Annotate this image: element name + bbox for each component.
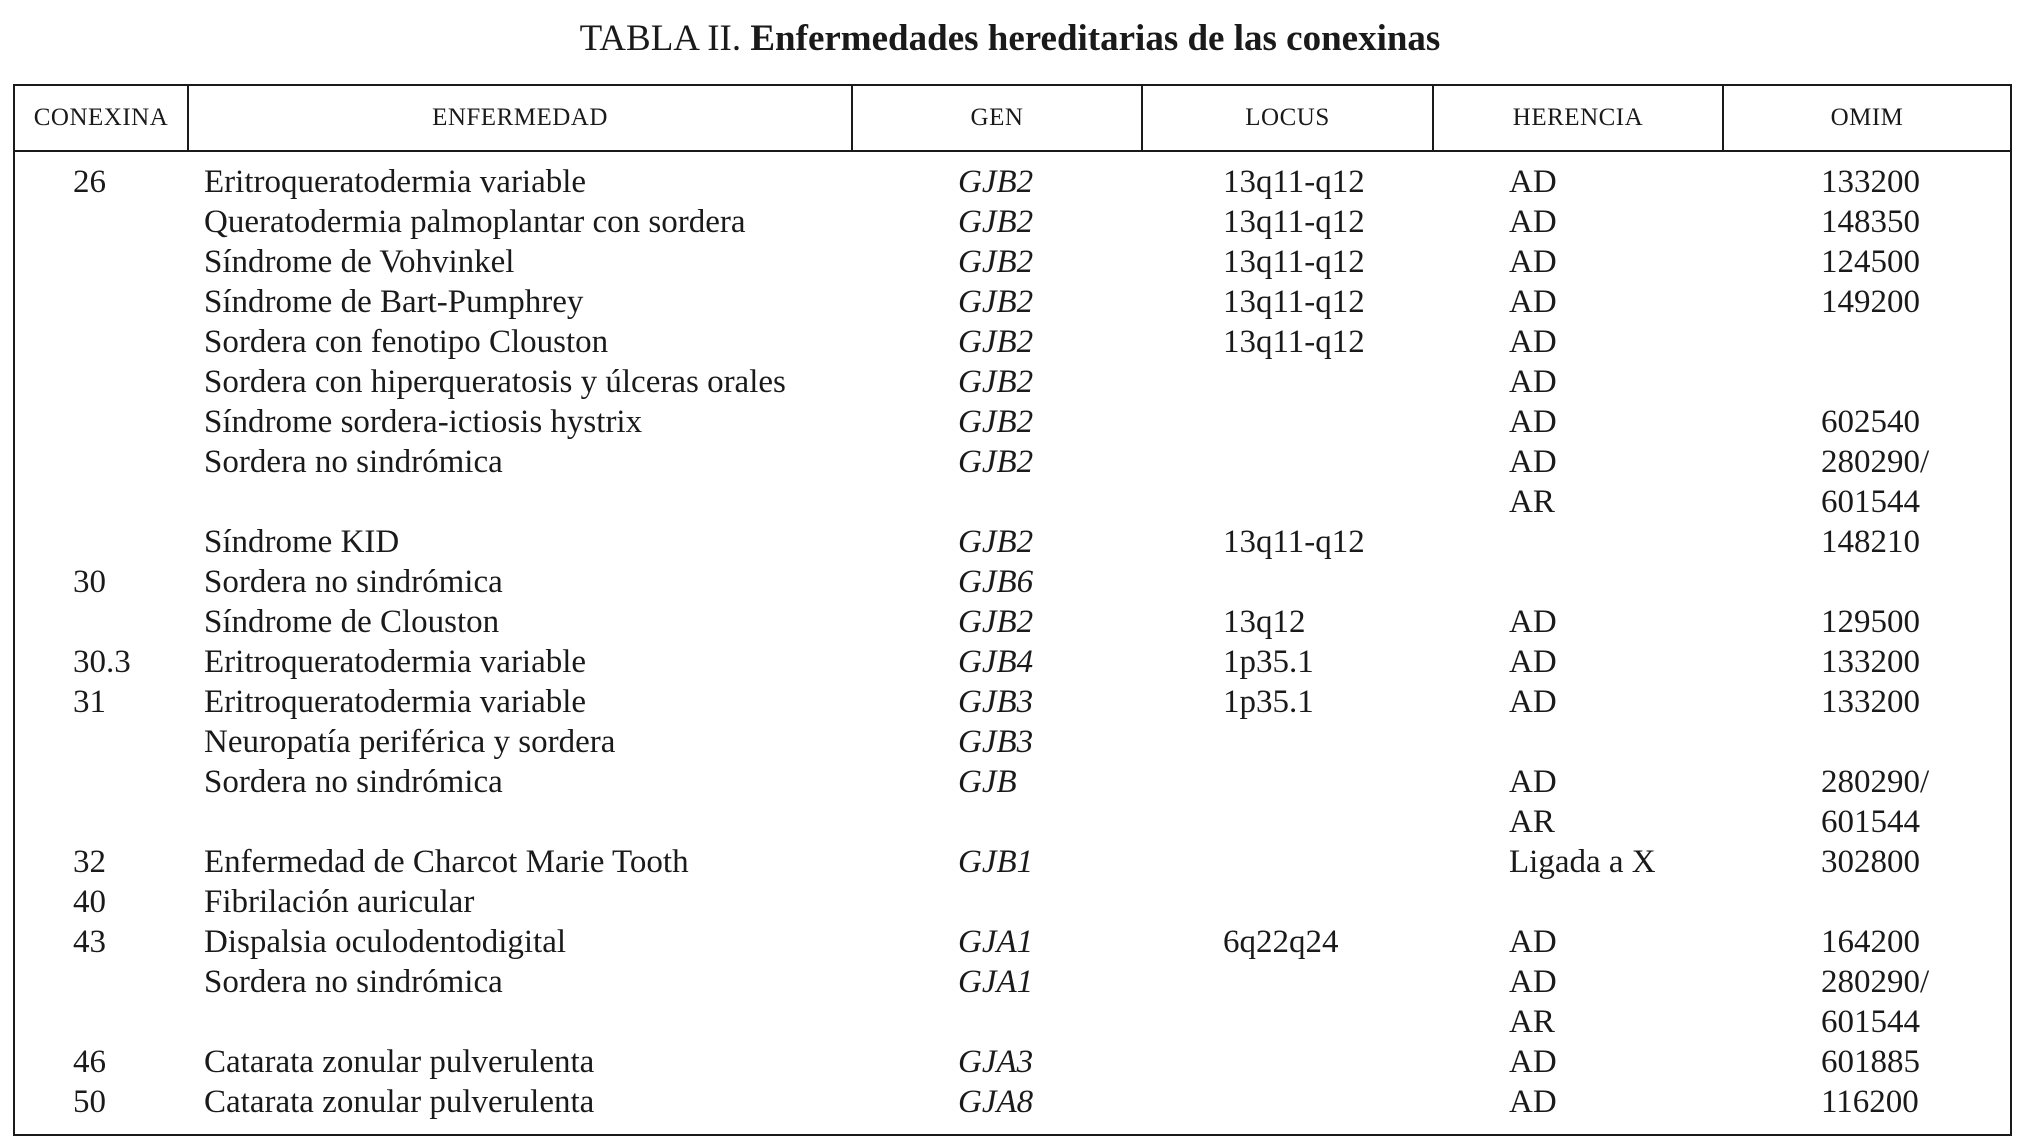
cell-herencia: Ligada a X: [1509, 844, 1656, 880]
cell-gen: GJB4: [958, 644, 1034, 680]
cell-herencia: AR: [1509, 484, 1555, 520]
cell-herencia: AD: [1509, 644, 1557, 680]
cell-omim: 601885: [1821, 1044, 1920, 1080]
cell-herencia: AD: [1509, 404, 1557, 440]
table-row: [13, 1042, 2012, 1082]
header-rule: [13, 150, 2012, 152]
table-row: [13, 562, 2012, 602]
cell-locus: 13q11-q12: [1223, 524, 1365, 560]
cell-enfermedad: Catarata zonular pulverulenta: [204, 1084, 595, 1120]
cell-omim: 129500: [1821, 604, 1920, 640]
cell-locus: 1p35.1: [1223, 684, 1314, 720]
cell-gen: GJB2: [958, 324, 1034, 360]
table-row: [13, 602, 2012, 642]
table-row: [13, 882, 2012, 922]
cell-gen: GJA8: [958, 1084, 1034, 1120]
table-body: [13, 162, 2012, 1122]
cell-locus: 13q12: [1223, 604, 1306, 640]
table-caption: [0, 12, 2020, 66]
cell-omim: 164200: [1821, 924, 1920, 960]
table-row: [13, 482, 2012, 522]
cell-conexina: 30.3: [73, 644, 131, 680]
cell-omim: 601544: [1821, 1004, 1920, 1040]
cell-enfermedad: Queratodermia palmoplantar con sordera: [204, 204, 746, 240]
cell-locus: 13q11-q12: [1223, 284, 1365, 320]
table-row: [13, 1082, 2012, 1122]
cell-conexina: 31: [73, 684, 106, 720]
cell-omim: 280290/: [1821, 764, 1930, 800]
cell-locus: 13q11-q12: [1223, 324, 1365, 360]
table-row: [13, 282, 2012, 322]
cell-omim: 601544: [1821, 804, 1920, 840]
cell-omim: 124500: [1821, 244, 1920, 280]
cell-locus: 13q11-q12: [1223, 164, 1365, 200]
cell-herencia: AD: [1509, 1044, 1557, 1080]
cell-omim: 280290/: [1821, 964, 1930, 1000]
table-row: [13, 362, 2012, 402]
cell-conexina: 46: [73, 1044, 106, 1080]
table-row: [13, 802, 2012, 842]
cell-omim: 601544: [1821, 484, 1920, 520]
cell-gen: GJB2: [958, 284, 1034, 320]
cell-omim: 302800: [1821, 844, 1920, 880]
table-row: [13, 322, 2012, 362]
cell-omim: 602540: [1821, 404, 1920, 440]
cell-enfermedad: Sordera no sindrómica: [204, 764, 503, 800]
cell-enfermedad: Sordera con hiperqueratosis y úlceras orales: [204, 364, 786, 400]
table-row: [13, 842, 2012, 882]
cell-herencia: AD: [1509, 164, 1557, 200]
cell-enfermedad: Enfermedad de Charcot Marie Tooth: [204, 844, 689, 880]
cell-conexina: 50: [73, 1084, 106, 1120]
cell-gen: GJB6: [958, 564, 1034, 600]
cell-enfermedad: Eritroqueratodermia variable: [204, 644, 587, 680]
cell-herencia: AD: [1509, 1084, 1557, 1120]
cell-omim: 148350: [1821, 204, 1920, 240]
cell-enfermedad: Dispalsia oculodentodigital: [204, 924, 567, 960]
cell-omim: 133200: [1821, 684, 1920, 720]
cell-gen: GJB2: [958, 164, 1034, 200]
table-row: [13, 242, 2012, 282]
cell-herencia: AD: [1509, 364, 1557, 400]
header-omim: OMIM: [1830, 104, 1904, 131]
cell-gen: GJA1: [958, 924, 1034, 960]
cell-omim: 280290/: [1821, 444, 1930, 480]
cell-gen: GJB2: [958, 364, 1034, 400]
table-row: [13, 162, 2012, 202]
cell-locus: 1p35.1: [1223, 644, 1314, 680]
cell-omim: 133200: [1821, 644, 1920, 680]
cell-gen: GJB2: [958, 204, 1034, 240]
table-row: [13, 762, 2012, 802]
cell-herencia: AD: [1509, 324, 1557, 360]
cell-omim: 116200: [1821, 1084, 1919, 1120]
table-row: [13, 962, 2012, 1002]
cell-enfermedad: Neuropatía periférica y sordera: [204, 724, 616, 760]
cell-conexina: 32: [73, 844, 106, 880]
cell-enfermedad: Sordera no sindrómica: [204, 564, 503, 600]
cell-herencia: AD: [1509, 444, 1557, 480]
cell-conexina: 26: [73, 164, 106, 200]
cell-herencia: AD: [1509, 284, 1557, 320]
cell-enfermedad: Síndrome de Clouston: [204, 604, 500, 640]
table-row: [13, 922, 2012, 962]
cell-locus: 6q22q24: [1223, 924, 1339, 960]
cell-enfermedad: Síndrome de Bart-Pumphrey: [204, 284, 584, 320]
cell-herencia: AD: [1509, 684, 1557, 720]
table-row: [13, 682, 2012, 722]
cell-enfermedad: Fibrilación auricular: [204, 884, 475, 920]
cell-conexina: 40: [73, 884, 106, 920]
cell-conexina: 43: [73, 924, 106, 960]
cell-herencia: AR: [1509, 1004, 1555, 1040]
cell-gen: GJA3: [958, 1044, 1034, 1080]
cell-gen: GJB2: [958, 444, 1034, 480]
cell-gen: GJB1: [958, 844, 1034, 880]
cell-omim: 148210: [1821, 524, 1920, 560]
cell-herencia: AD: [1509, 604, 1557, 640]
header-herencia: HERENCIA: [1512, 104, 1644, 131]
table-row: [13, 442, 2012, 482]
cell-locus: 13q11-q12: [1223, 204, 1365, 240]
table-row: [13, 522, 2012, 562]
cell-omim: 149200: [1821, 284, 1920, 320]
cell-herencia: AD: [1509, 764, 1557, 800]
header-enfermedad: ENFERMEDAD: [432, 104, 608, 131]
caption-label: TABLA II.: [579, 18, 742, 59]
cell-herencia: AD: [1509, 204, 1557, 240]
cell-enfermedad: Catarata zonular pulverulenta: [204, 1044, 595, 1080]
cell-herencia: AD: [1509, 924, 1557, 960]
header-gen: GEN: [970, 104, 1024, 131]
table-row: [13, 1002, 2012, 1042]
cell-herencia: AR: [1509, 804, 1555, 840]
table-row: [13, 402, 2012, 442]
cell-herencia: AD: [1509, 244, 1557, 280]
cell-enfermedad: Síndrome KID: [204, 524, 400, 560]
cell-gen: GJB3: [958, 724, 1034, 760]
cell-omim: 133200: [1821, 164, 1920, 200]
cell-enfermedad: Eritroqueratodermia variable: [204, 684, 587, 720]
header-conexina: CONEXINA: [33, 104, 169, 131]
cell-enfermedad: Síndrome sordera-ictiosis hystrix: [204, 404, 643, 440]
cell-enfermedad: Sordera no sindrómica: [204, 444, 503, 480]
header-locus: LOCUS: [1245, 104, 1330, 131]
cell-herencia: AD: [1509, 964, 1557, 1000]
cell-gen: GJB2: [958, 604, 1034, 640]
cell-locus: 13q11-q12: [1223, 244, 1365, 280]
caption-title: Enfermedades hereditarias de las conexinas: [750, 18, 1441, 59]
cell-conexina: 30: [73, 564, 106, 600]
table-row: [13, 642, 2012, 682]
table-row: [13, 722, 2012, 762]
cell-gen: GJA1: [958, 964, 1034, 1000]
cell-enfermedad: Síndrome de Vohvinkel: [204, 244, 515, 280]
cell-gen: GJB: [958, 764, 1017, 800]
cell-enfermedad: Sordera con fenotipo Clouston: [204, 324, 609, 360]
cell-enfermedad: Eritroqueratodermia variable: [204, 164, 587, 200]
cell-gen: GJB2: [958, 404, 1034, 440]
table-row: [13, 202, 2012, 242]
cell-gen: GJB2: [958, 244, 1034, 280]
cell-gen: GJB2: [958, 524, 1034, 560]
cell-gen: GJB3: [958, 684, 1034, 720]
cell-enfermedad: Sordera no sindrómica: [204, 964, 503, 1000]
